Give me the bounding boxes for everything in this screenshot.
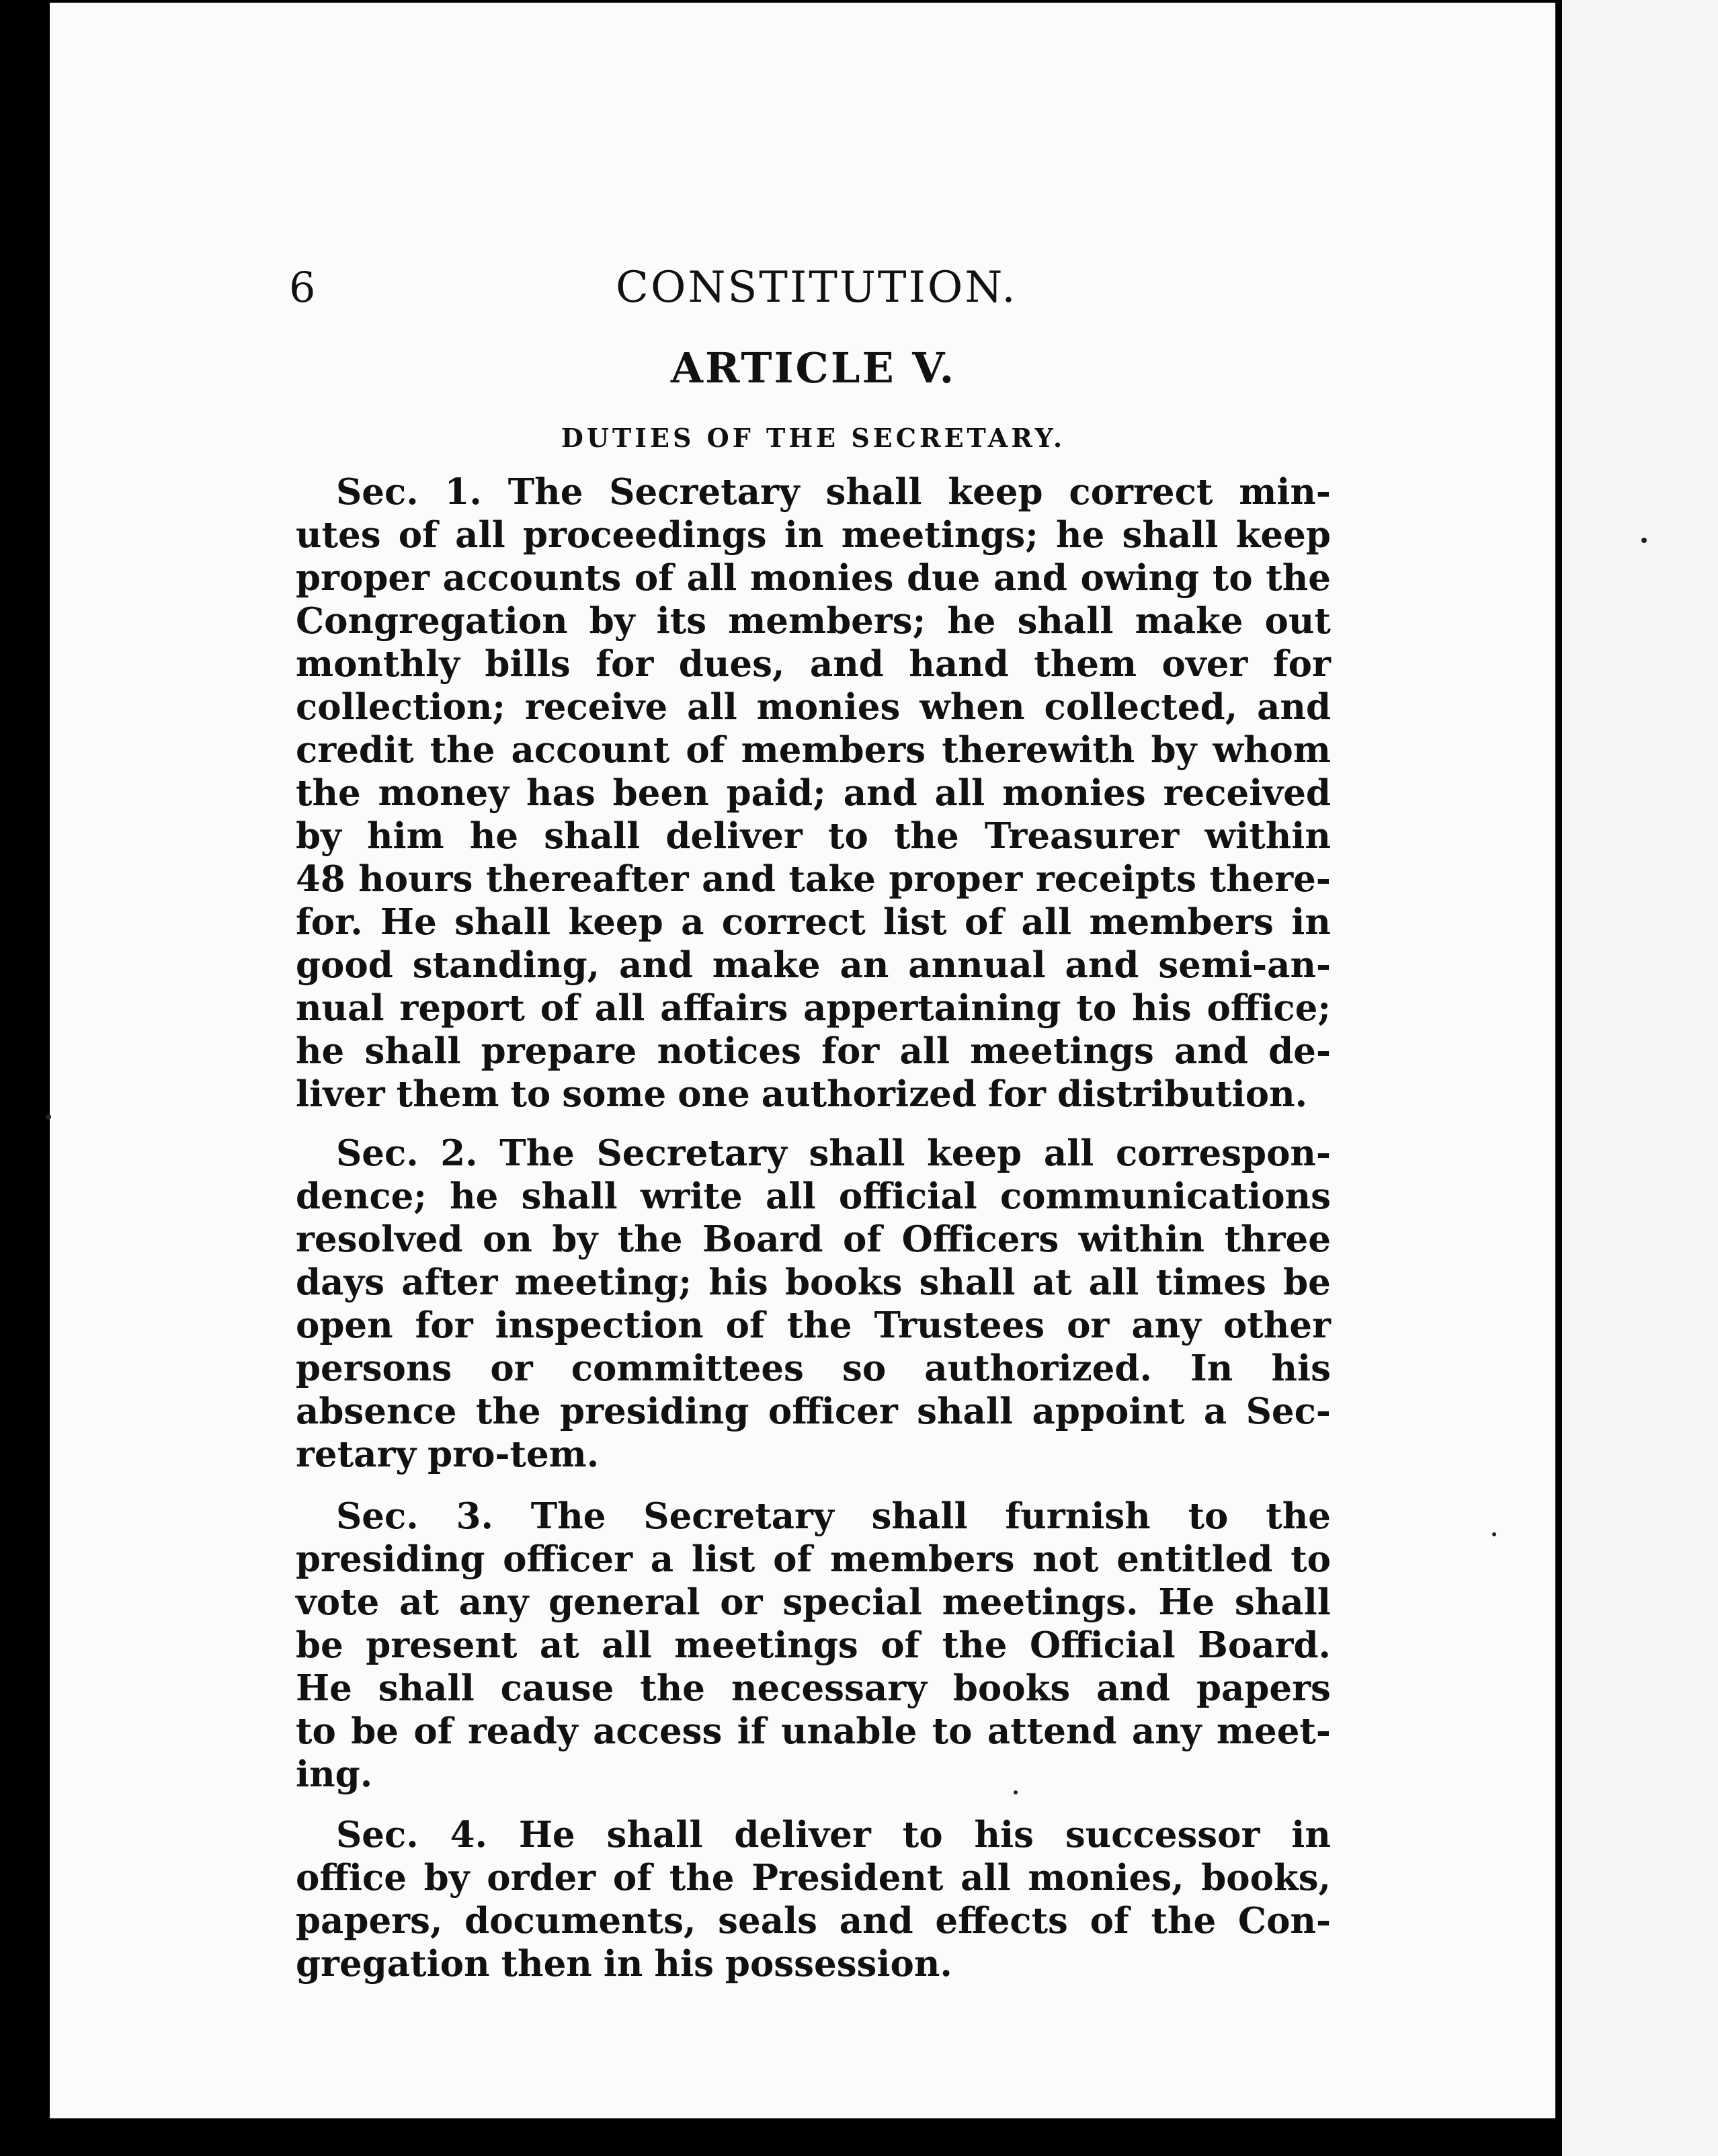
scan-speck xyxy=(1492,1532,1496,1536)
section-gap xyxy=(296,1796,1331,1813)
section-4 xyxy=(296,1813,1331,1985)
text-line: resolved on by the Board of Officers within three xyxy=(296,1218,1331,1260)
text-line: 48 hours thereafter and take proper receipts there- xyxy=(296,858,1331,900)
text-line: He shall cause the necessary books and papers xyxy=(296,1667,1331,1709)
text-line: monthly bills for dues, and hand them over for xyxy=(296,643,1331,685)
section-3 xyxy=(296,1495,1331,1796)
text-line: Sec. 4. He shall deliver to his successor in xyxy=(336,1814,1331,1856)
text-line: be present at all meetings of the Official Board. xyxy=(296,1624,1331,1666)
text-line: credit the account of members therewith by whom xyxy=(296,729,1331,771)
text-line: the money has been paid; and all monies received xyxy=(296,772,1331,814)
article-body xyxy=(296,470,1331,1985)
text-line: office by order of the President all monies, books, xyxy=(296,1857,1331,1899)
text-line: Sec. 1. The Secretary shall keep correct min- xyxy=(336,471,1331,513)
text-line: collection; receive all monies when collected, and xyxy=(296,686,1331,728)
text-line: gregation then in his possession. xyxy=(296,1943,952,1985)
text-line: persons or committees so authorized. In his xyxy=(296,1348,1331,1389)
text-line: Sec. 2. The Secretary shall keep all correspon- xyxy=(336,1132,1331,1174)
section-gap xyxy=(296,1476,1331,1495)
text-line: vote at any general or special meetings. He shall xyxy=(296,1581,1331,1623)
adjacent-page-strip xyxy=(1562,0,1718,2156)
text-line: by him he shall deliver to the Treasurer within xyxy=(296,815,1331,857)
section-2 xyxy=(296,1132,1331,1476)
running-title: CONSTITUTION. xyxy=(616,263,1018,313)
text-line: good standing, and make an annual and semi-an- xyxy=(296,944,1331,986)
text-line: open for inspection of the Trustees or any other xyxy=(296,1304,1331,1346)
text-line: dence; he shall write all official communications xyxy=(296,1175,1331,1217)
text-line: nual report of all affairs appertaining to his office; xyxy=(296,987,1331,1029)
text-line: proper accounts of all monies due and owing to the xyxy=(296,557,1331,599)
running-head xyxy=(289,261,1338,315)
text-line: utes of all proceedings in meetings; he shall keep xyxy=(296,514,1331,556)
article-subtitle: DUTIES OF THE SECRETARY. xyxy=(561,423,1066,453)
section-gap xyxy=(296,1116,1331,1132)
text-line: for. He shall keep a correct list of all members in xyxy=(296,901,1331,943)
text-line: papers, documents, seals and effects of the Con- xyxy=(296,1900,1331,1942)
article-title: ARTICLE V. xyxy=(670,343,956,392)
text-line: liver them to some one authorized for distribution. xyxy=(296,1073,1308,1115)
text-line: days after meeting; his books shall at all times be xyxy=(296,1261,1331,1303)
page-number: 6 xyxy=(289,263,316,312)
text-line: presiding officer a list of members not entitled to xyxy=(296,1538,1331,1580)
text-line: to be of ready access if unable to attend any meet- xyxy=(296,1710,1331,1752)
text-line: ing. xyxy=(296,1753,373,1795)
text-line: absence the presiding officer shall appoint a Sec- xyxy=(296,1391,1331,1432)
text-line: he shall prepare notices for all meetings and de- xyxy=(296,1030,1331,1072)
section-1 xyxy=(296,470,1331,1116)
scan-speck xyxy=(1641,538,1647,543)
text-line: Congregation by its members; he shall make out xyxy=(296,600,1331,642)
scan-bottom-edge xyxy=(0,2118,1558,2156)
text-line: Sec. 3. The Secretary shall furnish to the xyxy=(336,1495,1331,1537)
text-line: retary pro-tem. xyxy=(296,1434,600,1475)
scan-speck xyxy=(46,1114,51,1120)
